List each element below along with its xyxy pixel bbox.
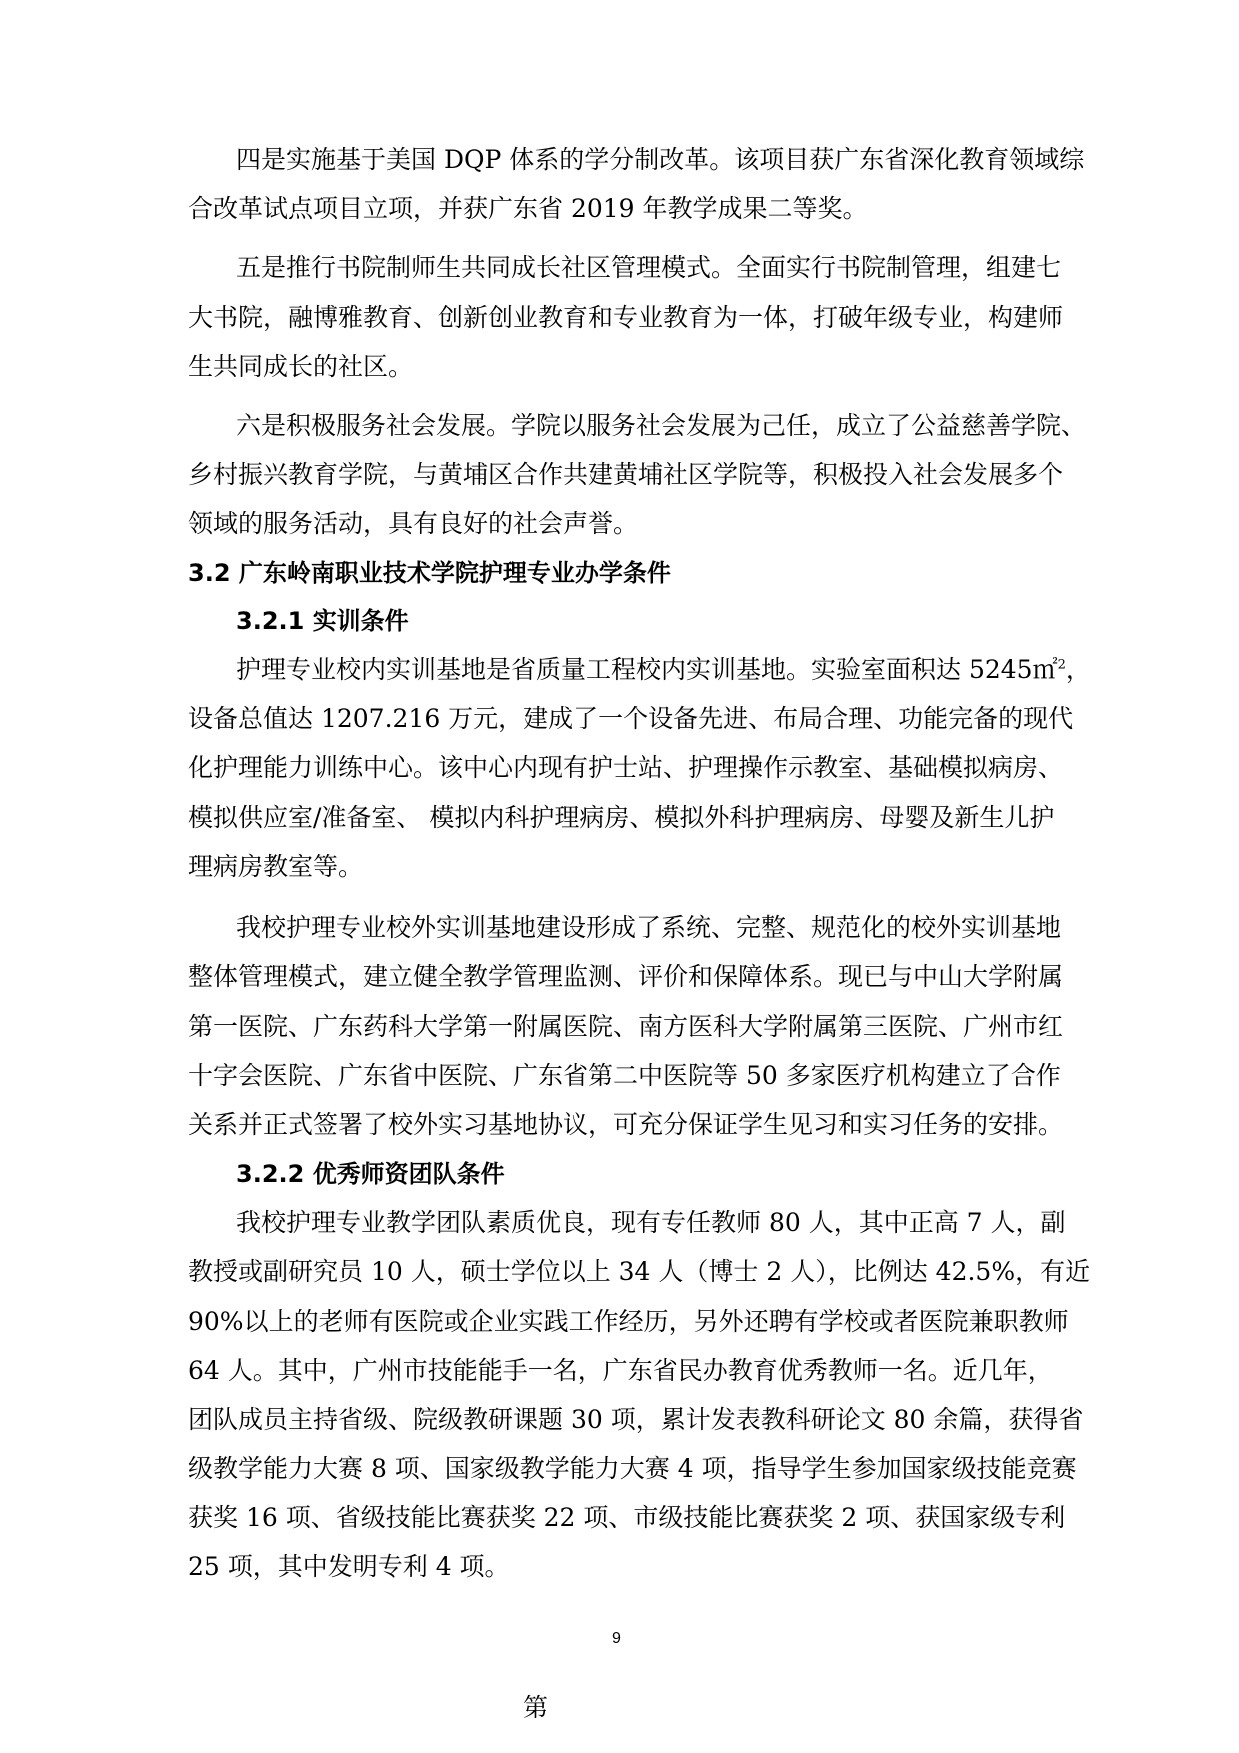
text-line: 大书院，融博雅教育、创新创业教育和专业教育为一体，打破年级专业，构建师 (188, 303, 1064, 332)
section-heading-3-2-1: 3.2.1 实训条件 (236, 607, 409, 635)
text-line: 团队成员主持省级、院级教研课题 30 项，累计发表教科研论文 80 余篇，获得省 (188, 1405, 1084, 1434)
text-line: 教授或副研究员 10 人，硕士学位以上 34 人（博士 2 人），比例达 42.5%，有近 (188, 1257, 1091, 1286)
text-line-end: ， (1065, 655, 1091, 684)
page-number: 9 (612, 1630, 621, 1647)
text-line: 我校护理专业教学团队素质优良，现有专任教师 80 人，其中正高 7 人，副 (236, 1208, 1066, 1237)
text-line: 模拟供应室/准备室、 模拟内科护理病房、模拟外科护理病房、母婴及新生儿护 (188, 803, 1055, 832)
text-line: 第一医院、广东药科大学第一附属医院、南方医科大学附属第三医院、广州市红 (188, 1012, 1064, 1041)
text-line: 我校护理专业校外实训基地建设形成了系统、完整、规范化的校外实训基地 (236, 913, 1062, 942)
text-line: 获奖 16 项、省级技能比赛获奖 22 项、市级技能比赛获奖 2 项、获国家级专利 (188, 1503, 1066, 1532)
text-line: 级教学能力大赛 8 项、国家级教学能力大赛 4 项，指导学生参加国家级技能竞赛 (188, 1454, 1077, 1483)
text-line: 整体管理模式，建立健全教学管理监测、评价和保障体系。现已与中山大学附属 (188, 962, 1064, 991)
text-line: 25 项，其中发明专利 4 项。 (188, 1552, 510, 1581)
text-line: 设备总值达 1207.216 万元，建成了一个设备先进、布局合理、功能完备的现代 (188, 704, 1074, 733)
text-line: 五是推行书院制师生共同成长社区管理模式。全面实行书院制管理，组建七 (236, 253, 1062, 282)
section-heading-3-2-2: 3.2.2 优秀师资团队条件 (236, 1160, 505, 1188)
section-heading-3-2: 3.2 广东岭南职业技术学院护理专业办学条件 (188, 559, 671, 587)
text-line: 化护理能力训练中心。该中心内现有护士站、护理操作示教室、基础模拟病房、 (188, 753, 1064, 782)
text-line: 理病房教室等。 (188, 852, 364, 881)
text-line: 90%以上的老师有医院或企业实践工作经历，另外还聘有学校或者医院兼职教师 (188, 1307, 1069, 1336)
footer-text: 第 (523, 1693, 549, 1722)
text-line: 乡村振兴教育学院，与黄埔区合作共建黄埔社区学院等，积极投入社会发展多个 (188, 460, 1064, 489)
text-line (236, 654, 1091, 686)
text-line: 生共同成长的社区。 (188, 352, 414, 381)
text-line: 关系并正式签署了校外实习基地协议，可充分保证学生见习和实习任务的安排。 (188, 1110, 1064, 1139)
text-line: 领域的服务活动，具有良好的社会声誉。 (188, 509, 639, 538)
text-line: 合改革试点项目立项，并获广东省 2019 年教学成果二等奖。 (188, 194, 868, 223)
superscript-2: 2 (1057, 657, 1066, 673)
text-line-start: 护理专业校内实训基地是省质量工程校内实训基地。实验室面积达 5245㎡ (236, 655, 1058, 684)
text-line: 64 人。其中，广州市技能能手一名，广东省民办教育优秀教师一名。近几年， (188, 1356, 1053, 1385)
text-line: 四是实施基于美国 DQP 体系的学分制改革。该项目获广东省深化教育领域综 (236, 145, 1085, 174)
text-line: 十字会医院、广东省中医院、广东省第二中医院等 50 多家医疗机构建立了合作 (188, 1061, 1061, 1090)
text-line: 六是积极服务社会发展。学院以服务社会发展为己任，成立了公益慈善学院、 (236, 411, 1087, 440)
